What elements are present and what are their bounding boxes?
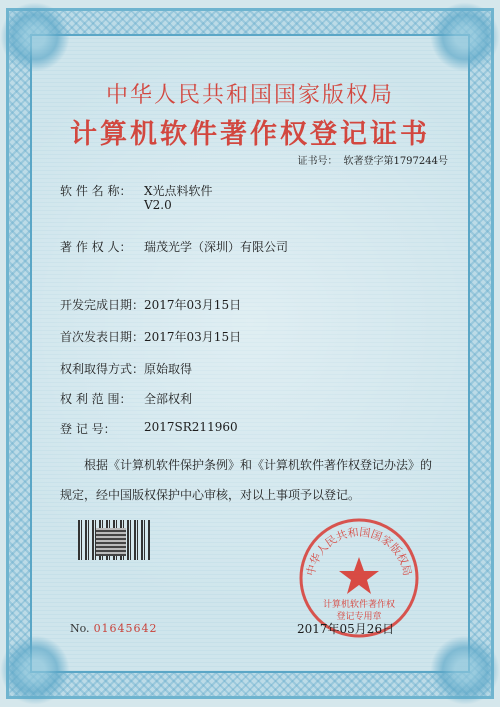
issuer-title: 中华人民共和国国家版权局 bbox=[105, 83, 394, 108]
corner-ornament bbox=[430, 635, 500, 705]
field-scope bbox=[60, 390, 192, 407]
field-value: X光点料软件 bbox=[144, 184, 213, 198]
serial-label: No. bbox=[70, 622, 90, 635]
field-value: 2017SR211960 bbox=[144, 420, 238, 434]
statement-line-1: 根据《计算机软件保护条例》和《计算机软件著作权登记办法》的 bbox=[84, 458, 433, 472]
field-value: 全部权利 bbox=[144, 392, 193, 406]
certificate-title: 计算机软件著作权登记证书 bbox=[70, 119, 430, 150]
field-value: V2.0 bbox=[144, 198, 172, 212]
field-label: 软 件 名 称： bbox=[60, 184, 132, 198]
field-acquisition bbox=[60, 360, 192, 377]
cert-no-value: 软著登字第1797244号 bbox=[343, 156, 448, 167]
field-value: 原始取得 bbox=[144, 362, 193, 376]
field-software-version bbox=[60, 198, 172, 212]
svg-text:登记专用章: 登记专用章 bbox=[336, 612, 382, 622]
field-label: 著 作 权 人： bbox=[60, 240, 132, 254]
field-value: 瑞茂光学（深圳）有限公司 bbox=[144, 240, 289, 254]
svg-text:计算机软件著作权: 计算机软件著作权 bbox=[322, 600, 396, 610]
field-label: 登 记 号： bbox=[60, 422, 116, 436]
serial-number bbox=[70, 622, 158, 635]
field-label: 权 利 范 围： bbox=[60, 392, 132, 406]
field-software-name bbox=[60, 182, 213, 199]
field-value: 2017年03月15日 bbox=[144, 330, 242, 344]
statement-line-2: 规定，经中国版权保护中心审核，对以上事项予以登记。 bbox=[60, 488, 361, 502]
corner-ornament bbox=[0, 635, 70, 705]
field-label: 开发完成日期： bbox=[60, 298, 145, 312]
field-publish-date bbox=[60, 328, 241, 345]
cert-no-label: 证书号： bbox=[297, 156, 338, 167]
corner-ornament bbox=[0, 2, 70, 72]
certification-statement bbox=[60, 450, 445, 510]
field-label: 首次发表日期： bbox=[60, 330, 145, 344]
issue-date: 2017年05月26日 bbox=[297, 622, 395, 636]
field-registration-no bbox=[60, 420, 238, 437]
svg-text:中华人民共和国国家版权局: 中华人民共和国国家版权局 bbox=[304, 525, 414, 578]
field-dev-date bbox=[60, 296, 241, 313]
field-label: 权利取得方式： bbox=[60, 362, 145, 376]
barcode-image bbox=[78, 520, 150, 560]
field-value: 2017年03月15日 bbox=[144, 298, 242, 312]
corner-ornament bbox=[430, 2, 500, 72]
field-copyright-owner bbox=[60, 238, 288, 255]
certificate-number bbox=[291, 152, 448, 167]
serial-value: 01645642 bbox=[93, 622, 158, 635]
field-label bbox=[60, 198, 144, 212]
